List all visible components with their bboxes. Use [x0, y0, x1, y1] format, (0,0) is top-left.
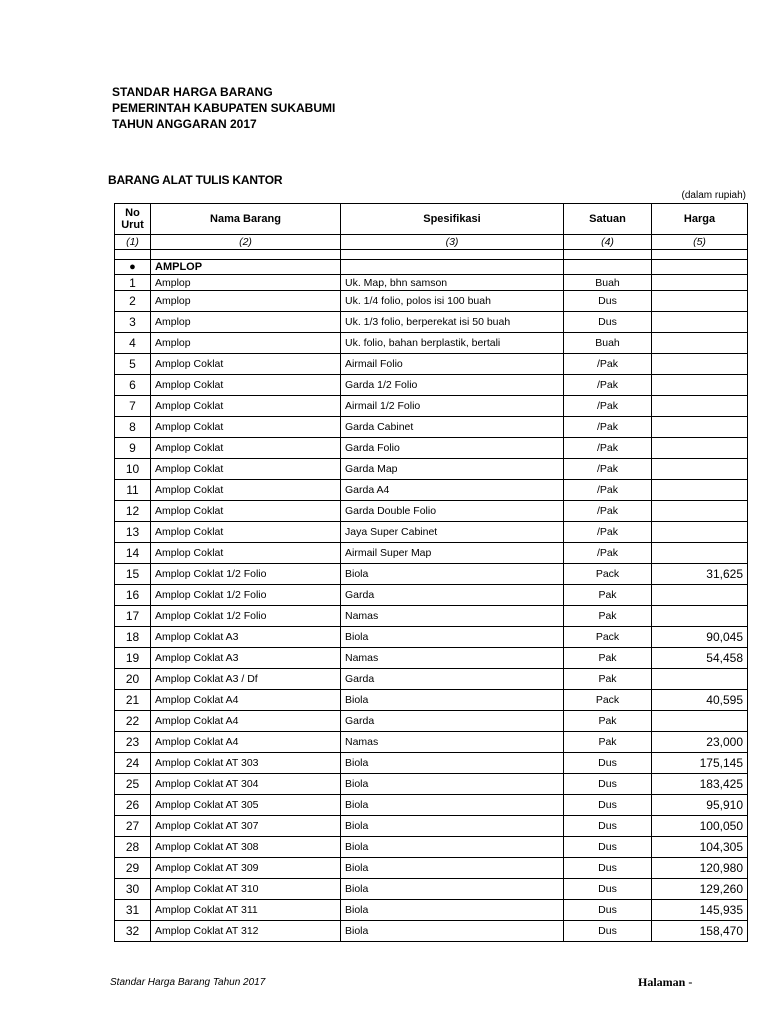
- item-spec: Garda: [341, 585, 564, 606]
- currency-note: (dalam rupiah): [681, 190, 746, 201]
- item-name: Amplop Coklat: [151, 522, 341, 543]
- item-price: 145,935: [652, 900, 748, 921]
- item-price: [652, 711, 748, 732]
- item-price: [652, 606, 748, 627]
- row-number: 1: [115, 275, 151, 291]
- row-number: 9: [115, 438, 151, 459]
- header-fiscal-year: TAHUN ANGGARAN 2017: [112, 117, 257, 131]
- row-number: 11: [115, 480, 151, 501]
- table-row: [115, 480, 748, 501]
- group-name: AMPLOP: [151, 260, 341, 275]
- table-row: [115, 354, 748, 375]
- item-unit: Dus: [564, 900, 652, 921]
- table-row: [115, 312, 748, 333]
- item-name: Amplop Coklat A3: [151, 648, 341, 669]
- row-number: 29: [115, 858, 151, 879]
- row-number: 22: [115, 711, 151, 732]
- spacer-row: [115, 250, 748, 260]
- row-number: 23: [115, 732, 151, 753]
- item-name: Amplop: [151, 333, 341, 354]
- table-row: [115, 585, 748, 606]
- item-price: 100,050: [652, 816, 748, 837]
- item-unit: Pak: [564, 732, 652, 753]
- item-unit: Dus: [564, 312, 652, 333]
- column-number: (5): [652, 235, 748, 250]
- item-unit: /Pak: [564, 480, 652, 501]
- item-unit: Dus: [564, 774, 652, 795]
- item-name: Amplop Coklat AT 304: [151, 774, 341, 795]
- item-spec: Biola: [341, 858, 564, 879]
- row-number: 27: [115, 816, 151, 837]
- row-number: 5: [115, 354, 151, 375]
- item-unit: /Pak: [564, 543, 652, 564]
- table-row: [115, 333, 748, 354]
- item-spec: Biola: [341, 900, 564, 921]
- item-spec: Garda Cabinet: [341, 417, 564, 438]
- row-number: 18: [115, 627, 151, 648]
- item-price: [652, 501, 748, 522]
- document-header: [112, 84, 335, 132]
- header-title: STANDAR HARGA BARANG: [112, 85, 273, 99]
- item-name: Amplop Coklat: [151, 354, 341, 375]
- item-spec: Garda Folio: [341, 438, 564, 459]
- row-number: 30: [115, 879, 151, 900]
- row-number: 31: [115, 900, 151, 921]
- item-name: Amplop Coklat AT 310: [151, 879, 341, 900]
- item-unit: /Pak: [564, 459, 652, 480]
- row-number: 24: [115, 753, 151, 774]
- item-spec: Airmail 1/2 Folio: [341, 396, 564, 417]
- row-number: 7: [115, 396, 151, 417]
- item-unit: Buah: [564, 275, 652, 291]
- item-unit: Pack: [564, 627, 652, 648]
- item-name: Amplop: [151, 312, 341, 333]
- item-price: [652, 333, 748, 354]
- table-row: [115, 837, 748, 858]
- item-spec: Namas: [341, 732, 564, 753]
- item-unit: /Pak: [564, 375, 652, 396]
- item-spec: Garda A4: [341, 480, 564, 501]
- item-unit: /Pak: [564, 522, 652, 543]
- table-row: [115, 459, 748, 480]
- footer-document-name: Standar Harga Barang Tahun 2017: [110, 977, 266, 988]
- header-harga: Harga: [652, 204, 748, 235]
- item-name: Amplop Coklat: [151, 480, 341, 501]
- item-spec: Biola: [341, 753, 564, 774]
- item-spec: Garda Double Folio: [341, 501, 564, 522]
- item-spec: Jaya Super Cabinet: [341, 522, 564, 543]
- table-row: [115, 711, 748, 732]
- item-unit: Dus: [564, 816, 652, 837]
- item-price: [652, 275, 748, 291]
- item-price: [652, 543, 748, 564]
- bullet-icon: ●: [115, 260, 151, 275]
- table-header-row: [115, 204, 748, 235]
- item-unit: Pak: [564, 585, 652, 606]
- table-row: [115, 606, 748, 627]
- item-name: Amplop Coklat A4: [151, 690, 341, 711]
- item-spec: Biola: [341, 795, 564, 816]
- item-spec: Garda 1/2 Folio: [341, 375, 564, 396]
- header-spesifikasi: Spesifikasi: [341, 204, 564, 235]
- item-spec: Airmail Folio: [341, 354, 564, 375]
- item-price: 120,980: [652, 858, 748, 879]
- item-name: Amplop Coklat 1/2 Folio: [151, 564, 341, 585]
- item-price: 40,595: [652, 690, 748, 711]
- item-price: [652, 459, 748, 480]
- item-price: 95,910: [652, 795, 748, 816]
- row-number: 8: [115, 417, 151, 438]
- row-number: 20: [115, 669, 151, 690]
- table-row: [115, 858, 748, 879]
- item-name: Amplop Coklat: [151, 396, 341, 417]
- item-unit: Pak: [564, 669, 652, 690]
- row-number: 25: [115, 774, 151, 795]
- table-row: [115, 564, 748, 585]
- item-spec: Garda Map: [341, 459, 564, 480]
- item-unit: Dus: [564, 879, 652, 900]
- item-name: Amplop Coklat AT 311: [151, 900, 341, 921]
- item-name: Amplop Coklat: [151, 501, 341, 522]
- item-price: 183,425: [652, 774, 748, 795]
- item-name: Amplop Coklat 1/2 Folio: [151, 585, 341, 606]
- item-price: 31,625: [652, 564, 748, 585]
- item-unit: Buah: [564, 333, 652, 354]
- item-price: [652, 438, 748, 459]
- item-unit: Pack: [564, 564, 652, 585]
- row-number: 26: [115, 795, 151, 816]
- item-spec: Biola: [341, 921, 564, 942]
- item-price: 23,000: [652, 732, 748, 753]
- item-price: [652, 396, 748, 417]
- item-name: Amplop Coklat: [151, 438, 341, 459]
- item-spec: Garda: [341, 711, 564, 732]
- row-number: 15: [115, 564, 151, 585]
- table-row: [115, 879, 748, 900]
- column-number: (2): [151, 235, 341, 250]
- item-price: [652, 291, 748, 312]
- item-unit: Pack: [564, 690, 652, 711]
- item-price: [652, 312, 748, 333]
- item-price: 175,145: [652, 753, 748, 774]
- table-row: [115, 522, 748, 543]
- item-spec: Namas: [341, 606, 564, 627]
- table-row: [115, 648, 748, 669]
- item-spec: Biola: [341, 690, 564, 711]
- item-spec: Garda: [341, 669, 564, 690]
- table-row: [115, 275, 748, 291]
- item-spec: Biola: [341, 627, 564, 648]
- item-price: [652, 354, 748, 375]
- item-name: Amplop Coklat AT 305: [151, 795, 341, 816]
- row-number: 13: [115, 522, 151, 543]
- price-table: [114, 203, 748, 942]
- item-unit: Pak: [564, 606, 652, 627]
- table-row: [115, 438, 748, 459]
- header-no: No Urut: [115, 204, 151, 235]
- item-price: [652, 585, 748, 606]
- item-unit: /Pak: [564, 501, 652, 522]
- column-number: (4): [564, 235, 652, 250]
- item-name: Amplop Coklat A3 / Df: [151, 669, 341, 690]
- row-number: 12: [115, 501, 151, 522]
- item-price: [652, 669, 748, 690]
- header-government: PEMERINTAH KABUPATEN SUKABUMI: [112, 101, 336, 115]
- item-spec: Uk. Map, bhn samson: [341, 275, 564, 291]
- item-price: [652, 375, 748, 396]
- item-spec: Biola: [341, 564, 564, 585]
- row-number: 10: [115, 459, 151, 480]
- table-row: [115, 543, 748, 564]
- item-unit: Dus: [564, 291, 652, 312]
- item-name: Amplop Coklat: [151, 417, 341, 438]
- row-number: 21: [115, 690, 151, 711]
- item-price: 129,260: [652, 879, 748, 900]
- item-unit: Dus: [564, 858, 652, 879]
- item-name: Amplop Coklat: [151, 375, 341, 396]
- item-spec: Biola: [341, 774, 564, 795]
- item-unit: /Pak: [564, 396, 652, 417]
- header-nama: Nama Barang: [151, 204, 341, 235]
- item-price: 158,470: [652, 921, 748, 942]
- item-name: Amplop Coklat AT 303: [151, 753, 341, 774]
- table-row: [115, 690, 748, 711]
- item-name: Amplop: [151, 275, 341, 291]
- item-name: Amplop Coklat AT 312: [151, 921, 341, 942]
- item-unit: Dus: [564, 753, 652, 774]
- item-unit: /Pak: [564, 417, 652, 438]
- item-unit: /Pak: [564, 354, 652, 375]
- table-row: [115, 774, 748, 795]
- table-row: [115, 627, 748, 648]
- item-spec: Airmail Super Map: [341, 543, 564, 564]
- item-unit: Pak: [564, 711, 652, 732]
- item-unit: Dus: [564, 921, 652, 942]
- table-row: [115, 417, 748, 438]
- row-number: 2: [115, 291, 151, 312]
- item-name: Amplop Coklat A4: [151, 732, 341, 753]
- item-spec: Biola: [341, 879, 564, 900]
- row-number: 32: [115, 921, 151, 942]
- item-price: 104,305: [652, 837, 748, 858]
- table-row: [115, 291, 748, 312]
- row-number: 14: [115, 543, 151, 564]
- item-price: 90,045: [652, 627, 748, 648]
- column-number: (1): [115, 235, 151, 250]
- row-number: 3: [115, 312, 151, 333]
- group-row: [115, 260, 748, 275]
- item-price: [652, 480, 748, 501]
- table-row: [115, 501, 748, 522]
- item-name: Amplop Coklat: [151, 459, 341, 480]
- table-row: [115, 669, 748, 690]
- row-number: 16: [115, 585, 151, 606]
- item-price: 54,458: [652, 648, 748, 669]
- row-number: 19: [115, 648, 151, 669]
- item-unit: /Pak: [564, 438, 652, 459]
- row-number: 4: [115, 333, 151, 354]
- item-spec: Uk. 1/4 folio, polos isi 100 buah: [341, 291, 564, 312]
- row-number: 6: [115, 375, 151, 396]
- header-satuan: Satuan: [564, 204, 652, 235]
- row-number: 17: [115, 606, 151, 627]
- footer-page-label: Halaman -: [638, 975, 693, 989]
- column-number-row: [115, 235, 748, 250]
- item-price: [652, 417, 748, 438]
- item-name: Amplop Coklat: [151, 543, 341, 564]
- item-name: Amplop Coklat AT 308: [151, 837, 341, 858]
- table-row: [115, 396, 748, 417]
- table-row: [115, 921, 748, 942]
- table-row: [115, 900, 748, 921]
- item-spec: Biola: [341, 837, 564, 858]
- table-row: [115, 753, 748, 774]
- item-spec: Biola: [341, 816, 564, 837]
- item-name: Amplop: [151, 291, 341, 312]
- item-name: Amplop Coklat AT 309: [151, 858, 341, 879]
- item-unit: Dus: [564, 795, 652, 816]
- table-row: [115, 816, 748, 837]
- column-number: (3): [341, 235, 564, 250]
- item-name: Amplop Coklat 1/2 Folio: [151, 606, 341, 627]
- item-spec: Namas: [341, 648, 564, 669]
- item-name: Amplop Coklat A3: [151, 627, 341, 648]
- row-number: 28: [115, 837, 151, 858]
- table-row: [115, 732, 748, 753]
- item-spec: Uk. 1/3 folio, berperekat isi 50 buah: [341, 312, 564, 333]
- table-row: [115, 795, 748, 816]
- item-price: [652, 522, 748, 543]
- item-unit: Pak: [564, 648, 652, 669]
- item-unit: Dus: [564, 837, 652, 858]
- item-spec: Uk. folio, bahan berplastik, bertali: [341, 333, 564, 354]
- section-title: BARANG ALAT TULIS KANTOR: [108, 173, 283, 187]
- item-name: Amplop Coklat AT 307: [151, 816, 341, 837]
- item-name: Amplop Coklat A4: [151, 711, 341, 732]
- table-row: [115, 375, 748, 396]
